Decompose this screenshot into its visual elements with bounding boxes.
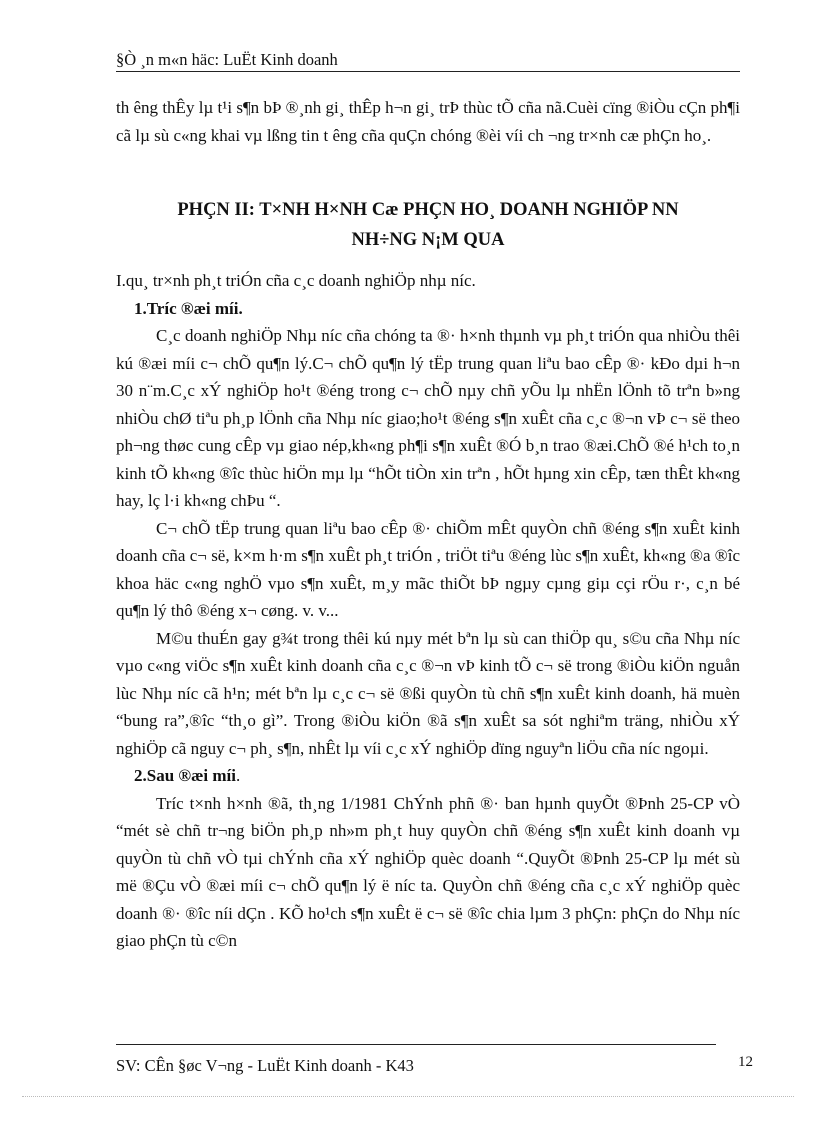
paragraph: C¬ chÕ tËp trung quan liªu bao cÊp ®· chiÕm mÊt quyÒn chñ ®éng s¶n xuÊt kinh doanh cña c¬ së, k×m h·m s¶n xuÊt ph¸t triÓn , triÖt tiªu ®éng lùc s¶n xuÊt, kh«ng ®a ®îc khoa häc c«ng nghÖ vµo s¶n xuÊt, m¸y mãc thiÕt bÞ ngµy cµng giµ cçi rÖu r·, c¸n bé qu¶n lý thô ®éng x¬ cøng. v. v... <box>116 518 740 620</box>
section-title <box>116 195 740 255</box>
page-number: 12 <box>738 1054 753 1070</box>
section-title-line-1: PHÇN II: T×NH H×NH Cæ PHÇN HO¸ DOANH NGHIÖP NN <box>177 200 679 220</box>
document-body <box>116 94 740 955</box>
header-divider <box>116 71 740 72</box>
paragraph: C¸c doanh nghiÖp Nhµ níc cña chóng ta ®· h×nh thµnh vµ ph¸t triÓn qua nhiÒu thêi kú ®æi míi c¬ chÕ qu¶n lý.C¬ chÕ qu¶n lý tËp trung quan liªu bao cÊp ®· kÐo dµi h¬n 30 n¨m.C¸c xÝ nghiÖp ho¹t ®éng trong c¬ chÕ nµy chñ yÕu lµ nhËn lÖnh tõ trªn b»ng nhiÒu chØ tiªu ph¸p lÖnh cña Nhµ níc giao;ho¹t ®éng s¶n xuÊt cña c¸c ®¬n vÞ c¬ së theo ph¬ng thøc cung cÊp vµ giao nép,kh«ng ph¶i s¶n xuÊt ®Ó b¸n trao ®æi.ChÕ ®é h¹ch to¸n kinh tÕ kh«ng ®îc thùc hiÖn mµ lµ “hÕt tiÒn xin trªn , hÕt hµng xin cÊp, tæn thÊt kh«ng hay, lç l·i kh«ng chÞu “. <box>116 326 740 510</box>
section-title-line-2: NH÷NG N¡M QUA <box>351 230 505 250</box>
page-break-line <box>22 1096 794 1097</box>
subsection-heading-2: 2.Sau ®æi míi. <box>134 766 241 785</box>
subsection-heading-1: 1.Tríc ®æi míi. <box>134 298 243 318</box>
page-header: §Ò ¸n m«n häc: LuËt Kinh doanh <box>116 50 338 69</box>
paragraph: Tríc t×nh h×nh ®ã, th¸ng 1/1981 ChÝnh phñ ®· ban hµnh quyÕt ®Þnh 25-CP vÒ “mét sè chñ tr¬ng biÖn ph¸p nh»m ph¸t huy quyÒn chñ ®éng s¶n xuÊt kinh doanh vµ quyÒn tù chñ vÒ tµi chÝnh cña xÝ nghiÖp quèc doanh “.QuyÕt ®Þnh 25-CP lµ mét sù më ®Çu vÒ ®æi míi c¬ chÕ qu¶n lý ë níc ta. QuyÒn chñ ®éng cña c¸c xÝ nghiÖp quèc doanh ®· ®îc níi dÇn . KÕ ho¹ch s¶n xuÊt ë c¬ së ®îc chia lµm 3 phÇn: phÇn do Nhµ níc giao phÇn tù c©n <box>116 793 740 950</box>
intro-paragraph: th êng thÊy lµ t¹i s¶n bÞ ®¸nh gi¸ thÊp h¬n gi¸ trÞ thùc tÕ cña nã.Cuèi cïng ®iÒu cÇn ph¶i cã lµ sù c«ng khai vµ lßng tin t êng cña quÇn chóng ®èi víi ch ¬ng tr×nh cæ phÇn ho¸. <box>116 98 740 145</box>
paragraph: M©u thuÉn gay g¾t trong thêi kú nµy mét bªn lµ sù can thiÖp qu¸ s©u cña Nhµ níc vµo c«ng viÖc s¶n xuÊt kinh doanh cña c¸c ®¬n vÞ kinh tÕ c¬ së trong ®iÒu kiÖn nguån lùc Nhµ níc cã h¹n; mét bªn lµ c¸c c¬ së ®ßi quyÒn tù chñ s¶n xuÊt kinh doanh, hä muèn “bung ra”,®îc “th¸o gì”. Trong ®iÒu kiÖn ®ã s¶n xuÊt sa sót nghiªm träng, nhiÒu xÝ nghiÖp cã nguy c¬ ph¸ s¶n, nhÊt lµ víi c¸c xÝ nghiÖp dïng nguyªn liÖu cña níc ngoµi. <box>116 628 740 758</box>
page-footer: SV: CÊn §øc V¬ng - LuËt Kinh doanh - K43 <box>116 1056 414 1075</box>
footer-divider <box>116 1044 716 1045</box>
part-heading: I.qu¸ tr×nh ph¸t triÓn cña c¸c doanh nghiÖp nhµ níc. <box>116 271 476 290</box>
